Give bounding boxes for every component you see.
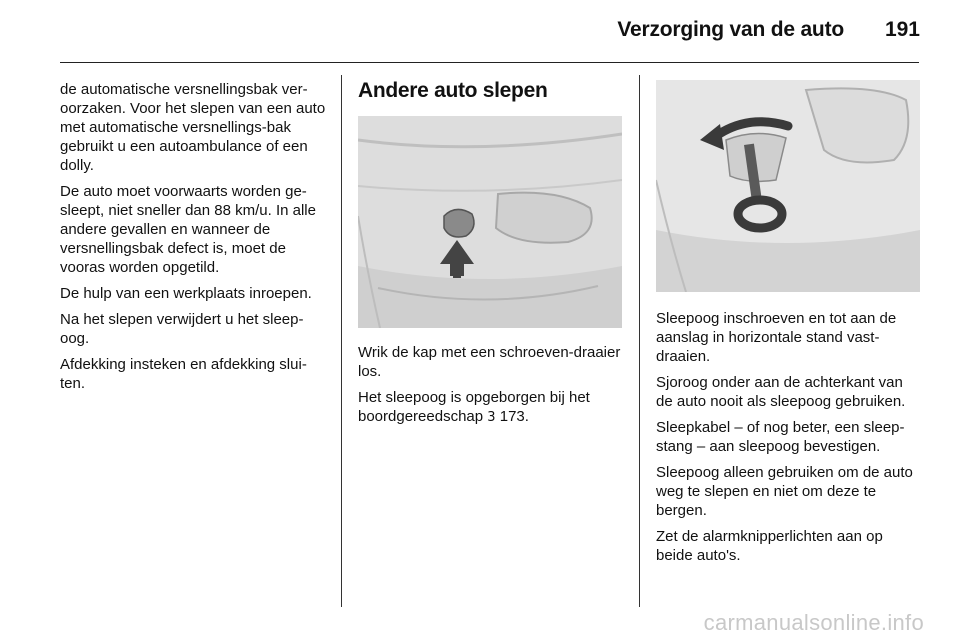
column-2	[358, 80, 624, 434]
paragraph: Sjoroog onder aan de achterkant van de auto nooit als sleepoog gebruiken.	[656, 374, 906, 410]
paragraph-with-reference	[358, 388, 624, 427]
page-number: 191	[884, 18, 920, 41]
paragraph: Wrik de kap met een schroeven-draaier los.	[358, 344, 621, 380]
header-rule	[60, 62, 919, 63]
paragraph: De hulp van een werkplaats inroepen.	[60, 285, 312, 302]
paragraph: Afdekking insteken en afdekking slui-ten.	[60, 356, 307, 392]
column-1	[60, 80, 328, 400]
chapter-title: Verzorging van de auto	[617, 18, 844, 41]
bumper-cover-illustration	[358, 116, 622, 328]
watermark: carmanualsonline.info	[703, 610, 924, 635]
section-heading: Andere auto slepen	[358, 79, 548, 102]
reference-page: 173.	[499, 408, 529, 425]
bumper-cover-drawing	[358, 116, 622, 328]
paragraph: Zet de alarmknipperlichten aan op beide auto's.	[656, 528, 883, 564]
paragraph: Sleepoog alleen gebruiken om de auto weg te slepen en niet om deze te bergen.	[656, 464, 913, 519]
paragraph: Sleepkabel – of nog beter, een sleep-stang – aan sleepoog bevestigen.	[656, 419, 905, 455]
column-divider-1	[341, 75, 342, 607]
reference-text: Het sleepoog is opgeborgen bij het boordgereedschap	[358, 389, 590, 425]
towing-eye-drawing	[656, 80, 920, 292]
paragraph: De auto moet voorwaarts worden ge-sleept, niet sneller dan 88 km/u. In alle andere gevallen en wanneer de versnellingsbak defect is, moet de vooras worden opgetild.	[60, 183, 316, 276]
paragraph: Sleepoog inschroeven en tot aan de aanslag in horizontale stand vast-draaien.	[656, 310, 897, 365]
paragraph: Na het slepen verwijdert u het sleep-oog.	[60, 311, 304, 347]
page-reference-arrow-icon: 3	[487, 410, 496, 425]
column-3	[656, 80, 922, 572]
paragraph: de automatische versnellingsbak ver-oorzaken. Voor het slepen van een auto met automatische versnellings-bak gebruikt u een autoambulance of een dolly.	[60, 81, 326, 174]
towing-eye-illustration	[656, 80, 920, 292]
column-divider-2	[639, 75, 640, 607]
